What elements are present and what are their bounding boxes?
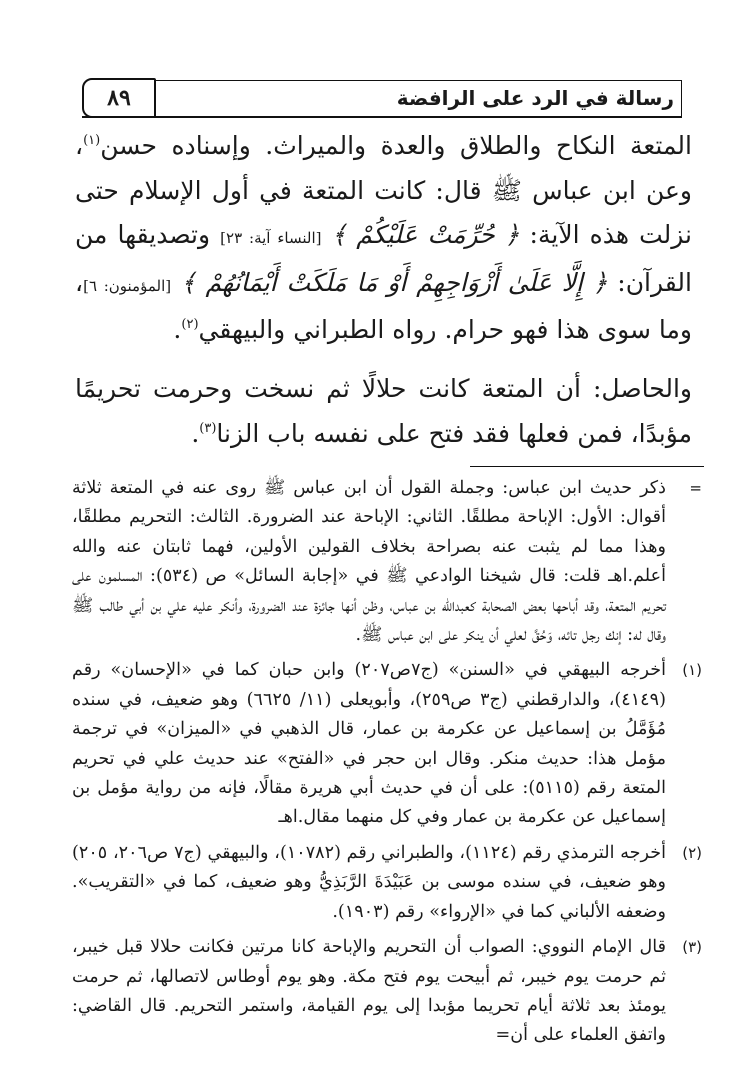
quran-verse: ﴿ إِلَّا عَلَىٰ أَزْوَاجِهِمْ أَوْ مَا مَلَكَتْ أَيْمَانُهُمْ ﴾	[180, 267, 608, 297]
paragraph-2	[75, 367, 692, 456]
verse-reference: [النساء آية: ٢٣]	[220, 229, 322, 248]
text-fragment: .	[173, 315, 182, 345]
footnote-text: أخرجه البيهقي في «السنن» (ج٧ص٢٠٧) وابن حبان كما في «الإحسان» رقم (٤١٤٩)، والدارقطني (ج٣ ص٢٥٩)، وأبويعلى (١١/ ٦٦٢٥) وهو ضعيف، في سنده مُؤَمَّلُ بن إسماعيل عن عكرمة بن عمار، قال الذهبي في «الميزان» في ترجمة مؤمل هذا: حديث منكر. وقال ابن حجر في «الفتح» عند حديث علي في تحريم المتعة رقم (٥١١٥): على أن في حديث أبي هريرة مقالًا، فإنه من رواية مؤمل بن إسماعيل عن عكرمة بن عمار وفي كل منهما مقال.اهـ	[72, 660, 666, 828]
quran-verse: ﴿ حُرِّمَتْ عَلَيْكُمْ ﴾	[331, 220, 520, 250]
footnotes	[72, 474, 704, 1051]
page-number: ٨٩	[82, 78, 156, 118]
main-text	[75, 124, 692, 456]
text-line: عباس ﷺ قال: كانت المتعة في أول الإسلام حتى نزلت هذه الآية:	[75, 175, 692, 250]
footnote-number: (١)	[682, 661, 702, 680]
footnote-text: ذكر حديث ابن عباس: وجملة القول أن ابن عباس ﷺ روى عنه في المتعة ثلاثة أقوال: الأول: الإباحة مطلقًا. الثاني: الإباحة عند الضرورة. الثالث: التحريم مطلقًا، وهذا مما لم يثبت عنه بصراحة بخلاف القولين الأولين، فهما ثابتان عنه والله أعلم.اهـ قلت: قال شيخنا الوادعي ﷺ في «إجابة السائل» ص (٥٣٤): المسلمون على تحريم المتعة، وقد أباحها بعض الصحابة كعبدالله بن عباس، وظن أنها جائزة عند الضرورة، وأنكر عليه علي بن أبي طالب ﷺ وقال له: إنك رجل تائه، وَحُقَّ لعلي أن ينكر على ابن عباس ﷺ.	[72, 478, 666, 646]
footnote-text: قال الإمام النووي: الصواب أن التحريم والإباحة كانا مرتين فكانت حلالا قبل خيبر، ثم حرمت يوم خيبر، ثم أبيحت يوم فتح مكة. وهو يوم أوطاس لاتصالها، ثم حرمت يومئذ بعد ثلاثة أيام تحريما مؤبدا إلى يوم القيامة، واستمر التحريم. قال القاضي: واتفق العلماء على أن=	[72, 937, 666, 1046]
footnote-separator	[470, 466, 704, 467]
footnote-number: (٣)	[682, 938, 702, 957]
paragraph-1	[75, 124, 692, 353]
text-line: المتعة النكاح والطلاق والعدة والميراث. وإسناده حسن	[100, 131, 692, 160]
text-fragment: ، وعن ابن	[75, 131, 692, 205]
footnote-3	[72, 933, 704, 1051]
footnote-continuation	[72, 474, 704, 650]
footnote-ref-1: (١)	[83, 133, 101, 148]
footnote-number: (٢)	[682, 843, 702, 862]
footnote-ref-3: (٣)	[199, 420, 217, 436]
footnote-1	[72, 656, 704, 832]
header-frame-edge	[681, 80, 682, 116]
continuation-mark: =	[689, 479, 702, 497]
footnote-2	[72, 839, 704, 927]
text-fragment: ، وما سوى هذا فهو حرام.	[75, 267, 692, 345]
header-underline	[82, 116, 682, 118]
text-fragment: وتصديقها من القرآن:	[75, 220, 692, 297]
text-fragment: .	[191, 418, 200, 448]
text-line: والحاصل: أن المتعة كانت حلالًا ثم نسخت وحرمت تحريمًا مؤبدًا، فمن فعلها فقد فتح على نفسه باب الزنا	[75, 373, 692, 448]
verse-reference: [المؤمنون: ٦]	[83, 276, 172, 295]
running-title: رسالة في الرد على الرافضة	[396, 86, 674, 110]
footnote-ref-2: (٢)	[181, 317, 199, 333]
text-line: رواه الطبراني والبيهقي	[198, 315, 437, 345]
header-rule	[100, 80, 682, 81]
footnote-text: أخرجه الترمذي رقم (١١٢٤)، والطبراني رقم (١٠٧٨٢)، والبيهقي (ج٧ ص٢٠٦، ٢٠٥) وهو ضعيف، في سنده موسى بن عَبَيْدَةَ الرَّبَذِيُّ وهو ضعيف، كما في «التقريب». وضعفه الألباني كما في «الإرواء» رقم (١٩٠٣).	[72, 842, 666, 922]
